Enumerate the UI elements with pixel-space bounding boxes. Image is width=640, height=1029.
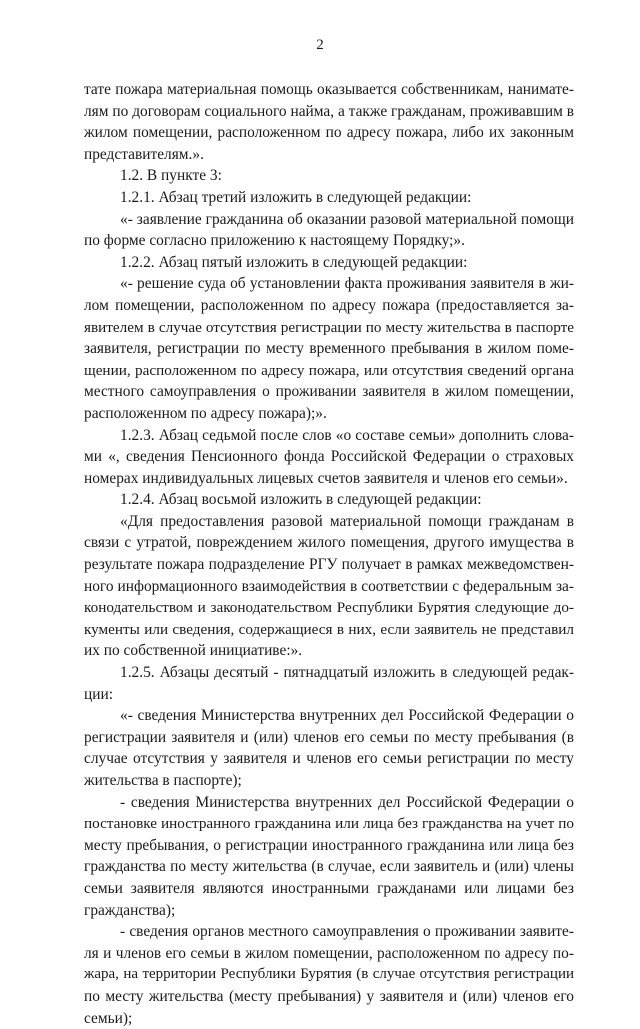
- text-line: явителем в случае отсутствия регистрации по месту жительства в паспорте: [84, 318, 574, 336]
- text-line: ции:: [84, 685, 113, 703]
- text-line: 1.2.3. Абзац седьмой после слов «о составе семьи» дополнить слова-: [120, 426, 574, 444]
- text-line: по форме согласно приложению к настоящему Порядку;».: [84, 232, 465, 250]
- text-line: «Для предоставления разовой материальной помощи гражданам в: [120, 512, 574, 530]
- text-line: 1.2. В пункте 3:: [120, 167, 222, 185]
- text-line: местного самоуправления о проживании заявителя в жилом помещении,: [84, 383, 574, 401]
- text-line: заявителя, регистрации по месту временного пребывания в жилом поме-: [84, 340, 574, 358]
- text-line: гражданства);: [84, 901, 176, 919]
- text-line: представителям.».: [84, 145, 204, 163]
- text-line: семьи заявителя являются иностранными гражданами или лицами без: [84, 879, 574, 897]
- text-line: «- сведения Министерства внутренних дел Российской Федерации о: [120, 707, 574, 725]
- text-line: ного информационного взаимодействия в соответствии с федеральным за-: [84, 577, 574, 595]
- text-line: регистрации заявителя и (или) членов его семьи по месту пребывания (в: [84, 728, 574, 746]
- text-line: кументы или сведения, содержащиеся в них, если заявитель не представил: [84, 620, 574, 638]
- document-body: [84, 79, 574, 1029]
- text-line: лям по договорам социального найма, а также гражданам, проживавшим в: [84, 102, 574, 120]
- text-line: номерах индивидуальных лицевых счетов заявителя и членов его семьи».: [84, 469, 568, 487]
- text-line: лом помещении, расположенном по адресу пожара (предоставляется за-: [84, 296, 574, 314]
- text-line: - сведения органов местного самоуправления о проживании заявите-: [120, 923, 574, 941]
- text-line: их по собственной инициативе:».: [84, 642, 303, 660]
- text-line: гражданства по месту жительства (в случае, если заявитель и (или) члены: [84, 858, 574, 876]
- text-line: 1.2.1. Абзац третий изложить в следующей редакции:: [120, 188, 472, 206]
- text-line: случае отсутствия у заявителя и членов его семьи регистрации по месту: [84, 750, 574, 768]
- text-line: расположенном по адресу пожара);».: [84, 404, 327, 422]
- text-line: семьи);: [84, 1009, 133, 1027]
- text-line: щении, расположенном по адресу пожара, или отсутствия сведений органа: [84, 361, 574, 379]
- text-line: тате пожара материальная помощь оказывается собственникам, нанимате-: [84, 81, 574, 98]
- text-line: - сведения Министерства внутренних дел Российской Федерации о: [120, 793, 574, 811]
- text-line: «- заявление гражданина об оказании разовой материальной помощи: [120, 210, 574, 228]
- text-line: «- решение суда об установлении факта проживания заявителя в жи-: [120, 275, 574, 293]
- text-line: жара, на территории Республики Бурятия (в случае отсутствия регистрации: [84, 966, 574, 983]
- text-line: связи с утратой, повреждением жилого помещения, другого имущества в: [84, 534, 574, 552]
- text-line: 1.2.2. Абзац пятый изложить в следующей редакции:: [120, 253, 468, 271]
- text-line: жительства в паспорте);: [84, 772, 242, 789]
- text-line: конодательством и законодательством Республики Бурятия следующие до-: [84, 599, 574, 617]
- text-line: результате пожара подразделение РГУ получает в рамках межведомствен-: [84, 556, 574, 574]
- text-line: месту пребывания, о регистрации иностранного гражданина или лица без: [84, 836, 574, 854]
- text-line: 1.2.4. Абзац восьмой изложить в следующей редакции:: [120, 491, 482, 509]
- text-line: постановке иностранного гражданина или лица без гражданства на учет по: [84, 815, 574, 833]
- text-line: жилом помещении, расположенном по адресу пожара, либо их законным: [84, 124, 574, 142]
- text-line: ля и членов его семьи в жилом помещении, расположенном по адресу по-: [84, 944, 574, 962]
- page-number: 2: [316, 37, 324, 53]
- text-line: 1.2.5. Абзацы десятый - пятнадцатый изложить в следующей редак-: [120, 664, 574, 682]
- text-line: по месту жительства (месту пребывания) у заявителя и (или) членов его: [84, 987, 574, 1005]
- text-line: ми «, сведения Пенсионного фонда Российской Федерации о страховых: [84, 448, 574, 466]
